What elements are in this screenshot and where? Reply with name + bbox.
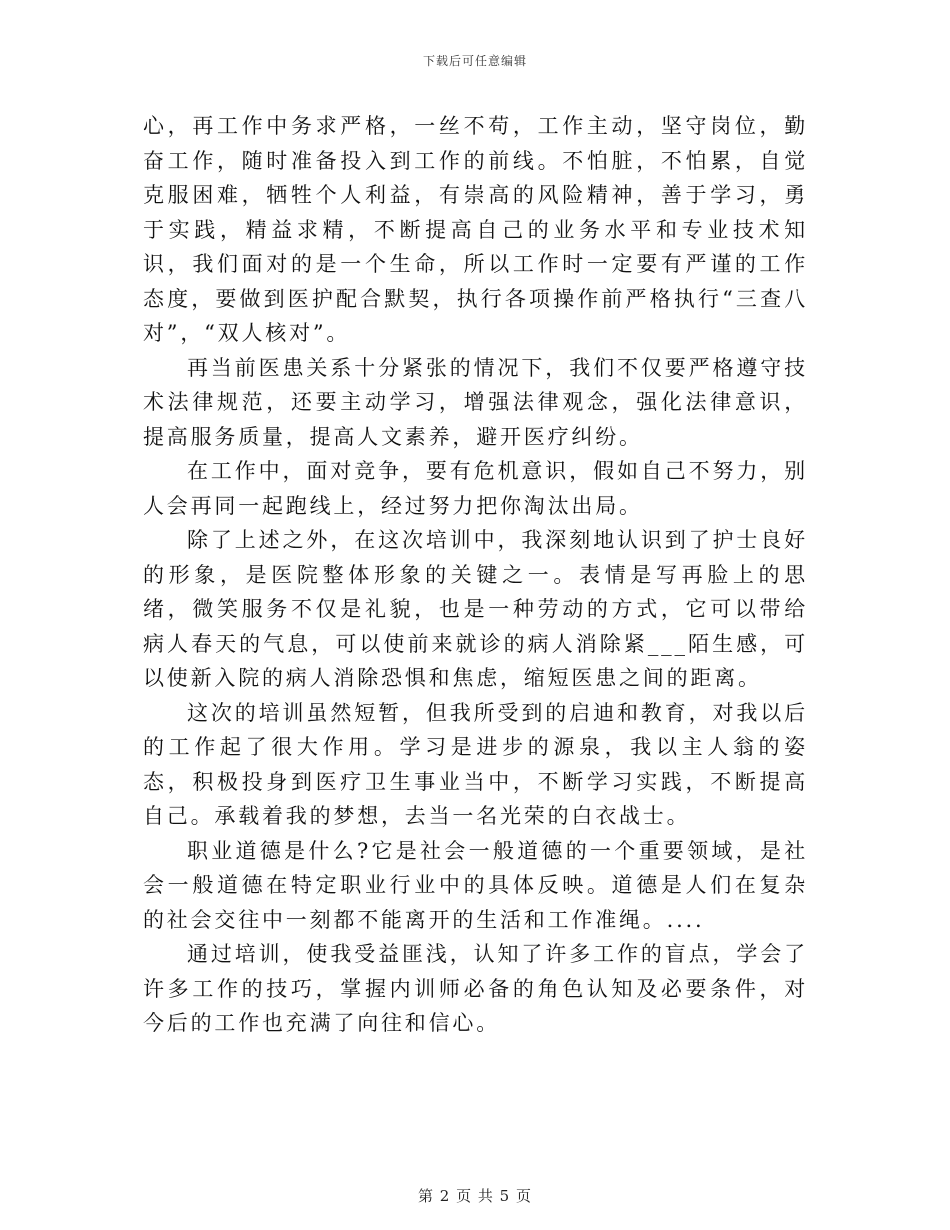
page-footer: 第 2 页 共 5 页 (418, 1187, 532, 1205)
paragraph: 这次的培训虽然短暂，但我所受到的启迪和教育，对我以后的工作起了很大作用。学习是进步的源泉，我以主人翁的姿态，积极投身到医疗卫生事业当中，不断学习实践，不断提高自己。承载着我的梦想，去当一名光荣的白衣战士。 (143, 700, 808, 828)
paragraph: 通过培训，使我受益匪浅，认知了许多工作的盲点，学会了许多工作的技巧，掌握内训师必备的角色认知及必要条件，对今后的工作也充满了向往和信心。 (143, 942, 808, 1035)
paragraph: 职业道德是什么?它是社会一般道德的一个重要领域，是社会一般道德在特定职业行业中的具体反映。道德是人们在复杂的社会交往中一刻都不能离开的生活和工作准绳。.... (143, 838, 808, 932)
paragraph: 除了上述之外，在这次培训中，我深刻地认识到了护士良好的形象，是医院整体形象的关键之一。表情是写再脸上的思绪，微笑服务不仅是礼貌，也是一种劳动的方式，它可以带给病人春天的气息，可以使前来就诊的病人消除紧___陌生感，可以使新入院的病人消除恐惧和焦虑，缩短医患之间的距离。 (143, 528, 808, 690)
paragraph: 在工作中，面对竞争，要有危机意识，假如自己不努力，别人会再同一起跑线上，经过努力把你淘汰出局。 (143, 459, 808, 518)
document-body (143, 109, 808, 1041)
paragraph: 再当前医患关系十分紧张的情况下，我们不仅要严格遵守技术法律规范，还要主动学习，增强法律观念，强化法律意识，提高服务质量，提高人文素养，避开医疗纠纷。 (143, 355, 808, 449)
paragraph-continued: 心，再工作中务求严格，一丝不苟，工作主动，坚守岗位，勤奋工作，随时准备投入到工作的前线。不怕脏，不怕累，自觉克服困难，牺牲个人利益，有崇高的风险精神，善于学习，勇于实践，精益求精，不断提高自己的业务水平和专业技术知识，我们面对的是一个生命，所以工作时一定要有严谨的工作态度，要做到医护配合默契，执行各项操作前严格执行“三查八对”，“双人核对”。 (143, 114, 808, 345)
page-header: 下载后可任意编辑 (422, 54, 527, 68)
